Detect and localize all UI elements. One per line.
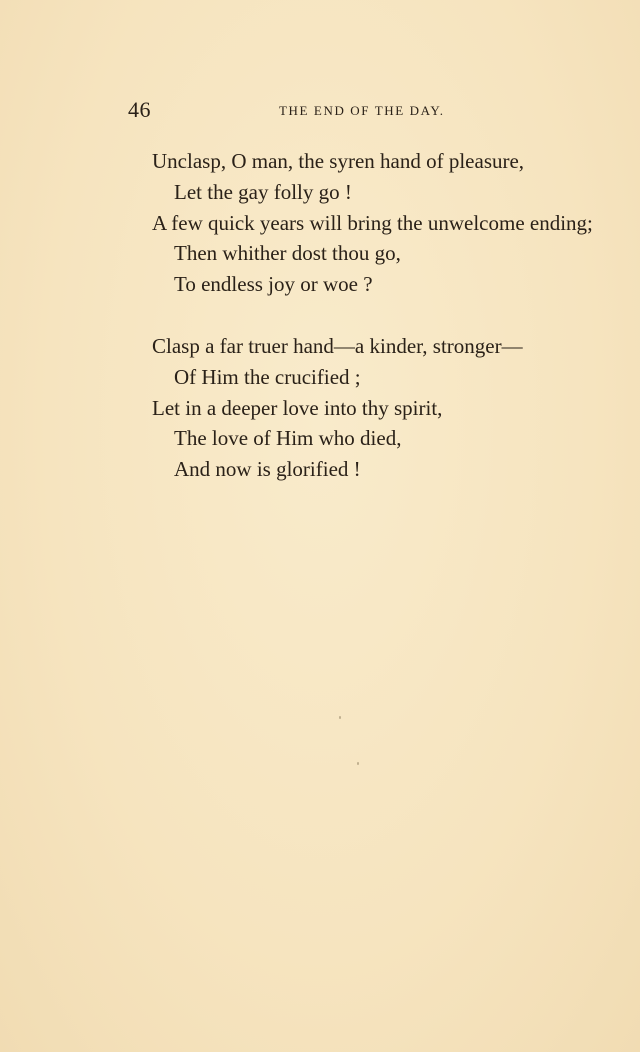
poem-line: The love of Him who died,	[174, 426, 402, 451]
poem-line: Then whither dost thou go,	[174, 241, 401, 266]
poem-line: Let in a deeper love into thy spirit,	[152, 395, 443, 420]
poem-line: And now is glorified !	[174, 457, 361, 482]
running-head-title: THE END OF THE DAY.	[279, 103, 445, 118]
poem-line: To endless joy or woe ?	[174, 272, 373, 297]
poem-line: Of Him the crucified ;	[174, 364, 361, 389]
poem-line: A few quick years will bring the unwelcome ending;	[152, 210, 593, 235]
poem-line: Clasp a far truer hand—a kinder, stronger—	[152, 334, 523, 358]
stanza-2	[152, 331, 622, 485]
poem-line: Let the gay folly go !	[174, 179, 352, 204]
paper-speck	[357, 762, 359, 765]
page-number: 46	[128, 97, 151, 122]
stanza-1	[152, 146, 622, 300]
poem-line: Unclasp, O man, the syren hand of pleasure,	[152, 149, 525, 173]
paper-speck	[339, 716, 341, 719]
